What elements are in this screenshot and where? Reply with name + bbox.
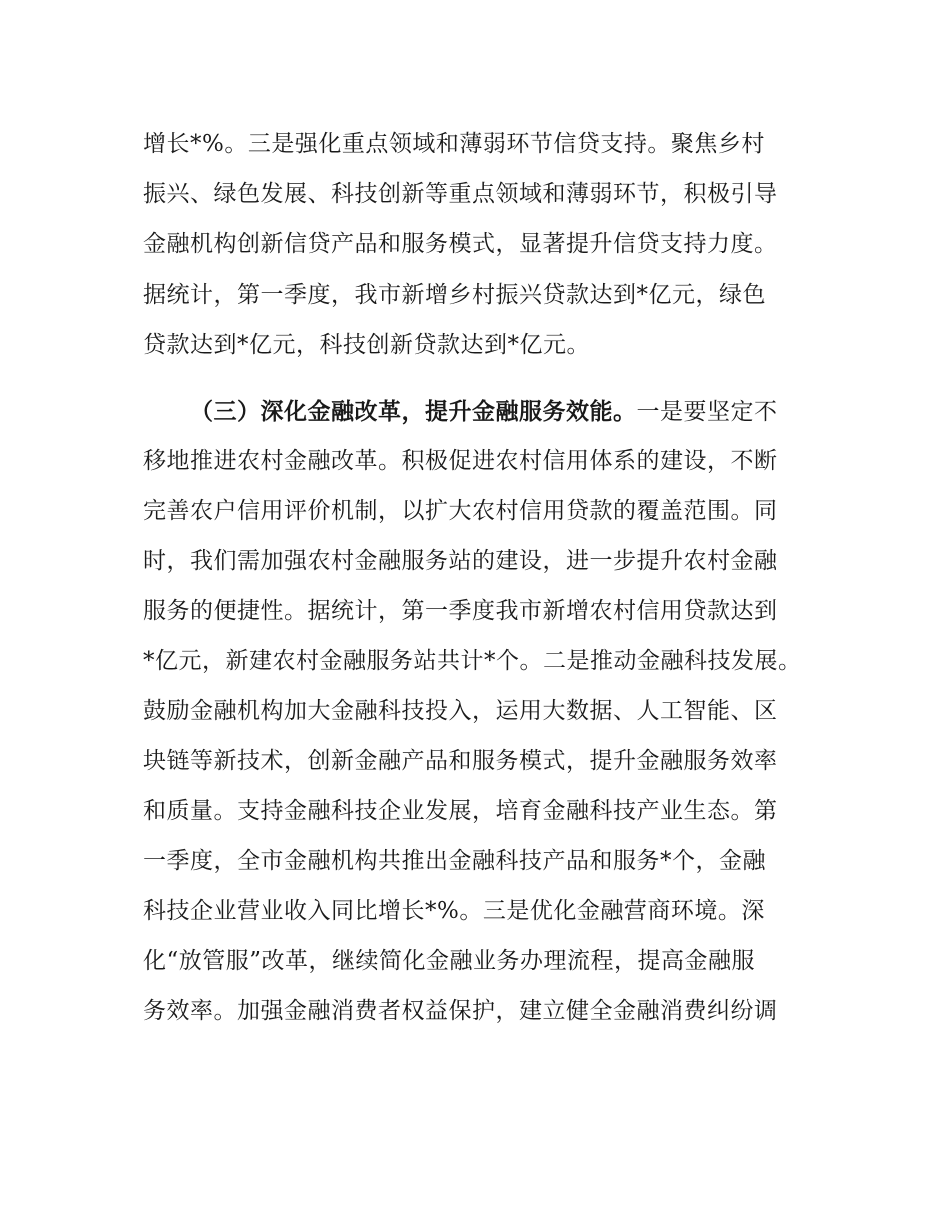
- paragraph-1-line-4: 据统计，第一季度，我市新增乡村振兴贷款达到*亿元，绿色: [143, 282, 766, 308]
- paragraph-2-line-11: 科技企业营业收入同比增长*%。三是优化金融营商环境。深: [143, 898, 765, 924]
- paragraph-2-line-2: 移地推进农村金融改革。积极促进农村信用体系的建设，不断: [143, 448, 778, 474]
- paragraph-1-line-1: 增长*%。三是强化重点领域和薄弱环节信贷支持。聚焦乡村: [143, 131, 765, 157]
- paragraph-2-line-13: 务效率。加强金融消费者权益保护，建立健全金融消费纠纷调: [143, 998, 778, 1024]
- paragraph-2-line-8: 块链等新技术，创新金融产品和服务模式，提升金融服务效率: [143, 748, 778, 774]
- paragraph-2-line-10: 一季度，全市金融机构共推出金融科技产品和服务*个，金融: [143, 848, 766, 874]
- section-first-line-rest: 一是要坚定不: [636, 399, 778, 425]
- paragraph-2-line-3: 完善农户信用评价机制，以扩大农村信用贷款的覆盖范围。同: [143, 498, 778, 524]
- paragraph-2-line-6: *亿元，新建农村金融服务站共计*个。二是推动金融科技发展。: [143, 648, 802, 674]
- paragraph-2-line-12: 化“放管服”改革，继续简化金融业务办理流程，提高金融服: [143, 948, 756, 974]
- paragraph-2-line-4: 时，我们需加强农村金融服务站的建设，进一步提升农村金融: [143, 548, 778, 574]
- section-heading: （三）深化金融改革，提升金融服务效能。: [190, 399, 637, 425]
- paragraph-2-line-7: 鼓励金融机构加大金融科技投入，运用大数据、人工智能、区: [143, 698, 778, 724]
- paragraph-1-line-3: 金融机构创新信贷产品和服务模式，显著提升信贷支持力度。: [143, 231, 778, 257]
- paragraph-2-line-1: [190, 398, 778, 426]
- paragraph-1-line-2: 振兴、绿色发展、科技创新等重点领域和薄弱环节，积极引导: [143, 181, 778, 207]
- paragraph-2-line-5: 服务的便捷性。据统计，第一季度我市新增农村信用贷款达到: [143, 598, 778, 624]
- paragraph-2-line-9: 和质量。支持金融科技企业发展，培育金融科技产业生态。第: [143, 798, 778, 824]
- paragraph-1-line-5: 贷款达到*亿元，科技创新贷款达到*亿元。: [143, 332, 590, 358]
